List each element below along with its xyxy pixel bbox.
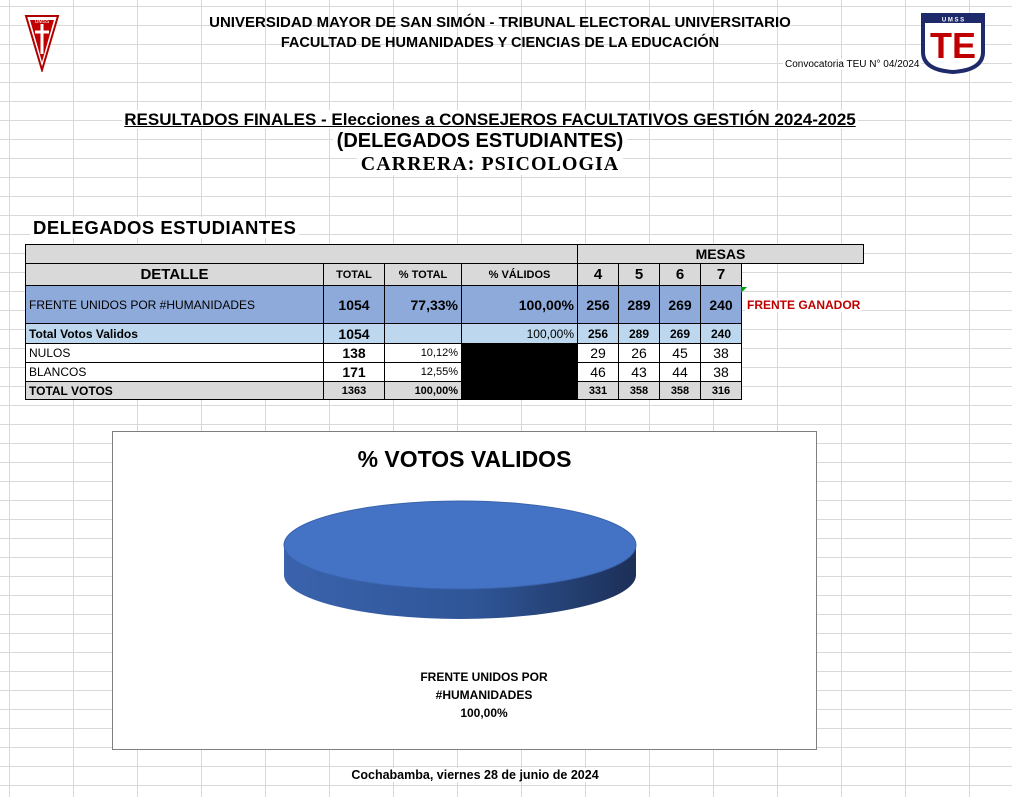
- convocatoria-label: Convocatoria TEU N° 04/2024: [785, 59, 920, 70]
- header-pct-validos: % VÁLIDOS: [462, 264, 578, 286]
- te-logo: [920, 12, 986, 74]
- total-votos-mesa-4: 331: [578, 382, 619, 400]
- validos-row: [26, 324, 864, 344]
- nulos-mesa-5: 26: [619, 344, 660, 363]
- cell-comment-marker: [741, 287, 747, 293]
- results-table: [25, 244, 864, 400]
- nulos-mesa-7: 38: [701, 344, 742, 363]
- delegados-subtitle: (DELEGADOS ESTUDIANTES): [200, 130, 760, 153]
- blancos-name: BLANCOS: [26, 363, 324, 382]
- total-votos-pct-total: 100,00%: [385, 382, 462, 400]
- mesas-header-row: [26, 245, 864, 264]
- nulos-mesa-4: 29: [578, 344, 619, 363]
- header-mesa-5: 5: [619, 264, 660, 286]
- section-title: DELEGADOS ESTUDIANTES: [30, 217, 299, 239]
- footer-date: Cochabamba, viernes 28 de junio de 2024: [250, 768, 700, 782]
- total-votos-spacer: [742, 382, 864, 400]
- pie-label-line-2: #HUMANIDADES: [435, 688, 533, 702]
- pie-label-line-3: 100,00%: [460, 706, 508, 720]
- nulos-spacer: [742, 344, 864, 363]
- blancos-mesa-6: 44: [660, 363, 701, 382]
- blancos-row: [26, 363, 864, 382]
- winner-label: FRENTE GANADOR: [747, 298, 861, 312]
- total-votos-total: 1363: [324, 382, 385, 400]
- frente-row: [26, 286, 864, 324]
- total-votos-name: TOTAL VOTOS: [26, 382, 324, 400]
- header-total: TOTAL: [324, 264, 385, 286]
- frente-pct-validos: 100,00%: [462, 286, 578, 324]
- nulos-pct-total: 10,12%: [385, 344, 462, 363]
- nulos-name: NULOS: [26, 344, 324, 363]
- pie-chart: [270, 495, 650, 625]
- frente-name: FRENTE UNIDOS POR #HUMANIDADES: [26, 286, 324, 324]
- blancos-mesa-5: 43: [619, 363, 660, 382]
- column-header-row: [26, 264, 864, 286]
- frente-mesa-6: 269: [660, 286, 701, 324]
- pie-data-label: [384, 668, 584, 722]
- validos-mesa-5: 289: [619, 324, 660, 344]
- carrera-title: CARRERA: PSICOLOGIA: [250, 153, 730, 176]
- validos-mesa-7: 240: [701, 324, 742, 344]
- frente-pct-total: 77,33%: [385, 286, 462, 324]
- frente-mesa-5: 289: [619, 286, 660, 324]
- blacked-out-cell: [462, 344, 578, 400]
- faculty-title: FACULTAD DE HUMANIDADES Y CIENCIAS DE LA EDUCACIÓN: [280, 35, 720, 51]
- total-votos-mesa-7: 316: [701, 382, 742, 400]
- nulos-mesa-6: 45: [660, 344, 701, 363]
- total-votos-mesa-6: 358: [660, 382, 701, 400]
- header-pct-total: % TOTAL: [385, 264, 462, 286]
- umss-logo: [24, 14, 60, 72]
- header-spacer: [742, 264, 864, 286]
- header-detalle: DETALLE: [26, 264, 324, 286]
- results-title: RESULTADOS FINALES - Elecciones a CONSEJEROS FACULTATIVOS GESTIÓN 2024-2025: [124, 110, 856, 129]
- nulos-row: [26, 344, 864, 363]
- blancos-spacer: [742, 363, 864, 382]
- chart-title: % VOTOS VALIDOS: [357, 446, 572, 472]
- svg-text:U M S S: U M S S: [941, 17, 965, 24]
- validos-total: 1054: [324, 324, 385, 344]
- nulos-total: 138: [324, 344, 385, 363]
- frente-mesa-7: 240: [701, 286, 742, 324]
- header-mesa-6: 6: [660, 264, 701, 286]
- validos-spacer: [742, 324, 864, 344]
- validos-mesa-4: 256: [578, 324, 619, 344]
- validos-name: Total Votos Validos: [26, 324, 324, 344]
- header-blank: [26, 245, 578, 264]
- validos-pct-total: [385, 324, 462, 344]
- blancos-total: 171: [324, 363, 385, 382]
- header-mesa-4: 4: [578, 264, 619, 286]
- pie-slice-0: [284, 501, 636, 589]
- header-mesa-7: 7: [701, 264, 742, 286]
- total-votos-mesa-5: 358: [619, 382, 660, 400]
- pie-label-line-1: FRENTE UNIDOS POR: [420, 670, 548, 684]
- mesas-header: MESAS: [578, 245, 864, 264]
- frente-mesa-4: 256: [578, 286, 619, 324]
- blancos-mesa-7: 38: [701, 363, 742, 382]
- total-votos-row: [26, 382, 864, 400]
- blancos-pct-total: 12,55%: [385, 363, 462, 382]
- validos-pct-validos: 100,00%: [462, 324, 578, 344]
- validos-mesa-6: 269: [660, 324, 701, 344]
- frente-total: 1054: [324, 286, 385, 324]
- svg-text:UMSS: UMSS: [34, 19, 50, 25]
- svg-text:TE: TE: [929, 25, 977, 66]
- university-title: UNIVERSIDAD MAYOR DE SAN SIMÓN - TRIBUNAL ELECTORAL UNIVERSITARIO: [209, 14, 791, 31]
- blancos-mesa-4: 46: [578, 363, 619, 382]
